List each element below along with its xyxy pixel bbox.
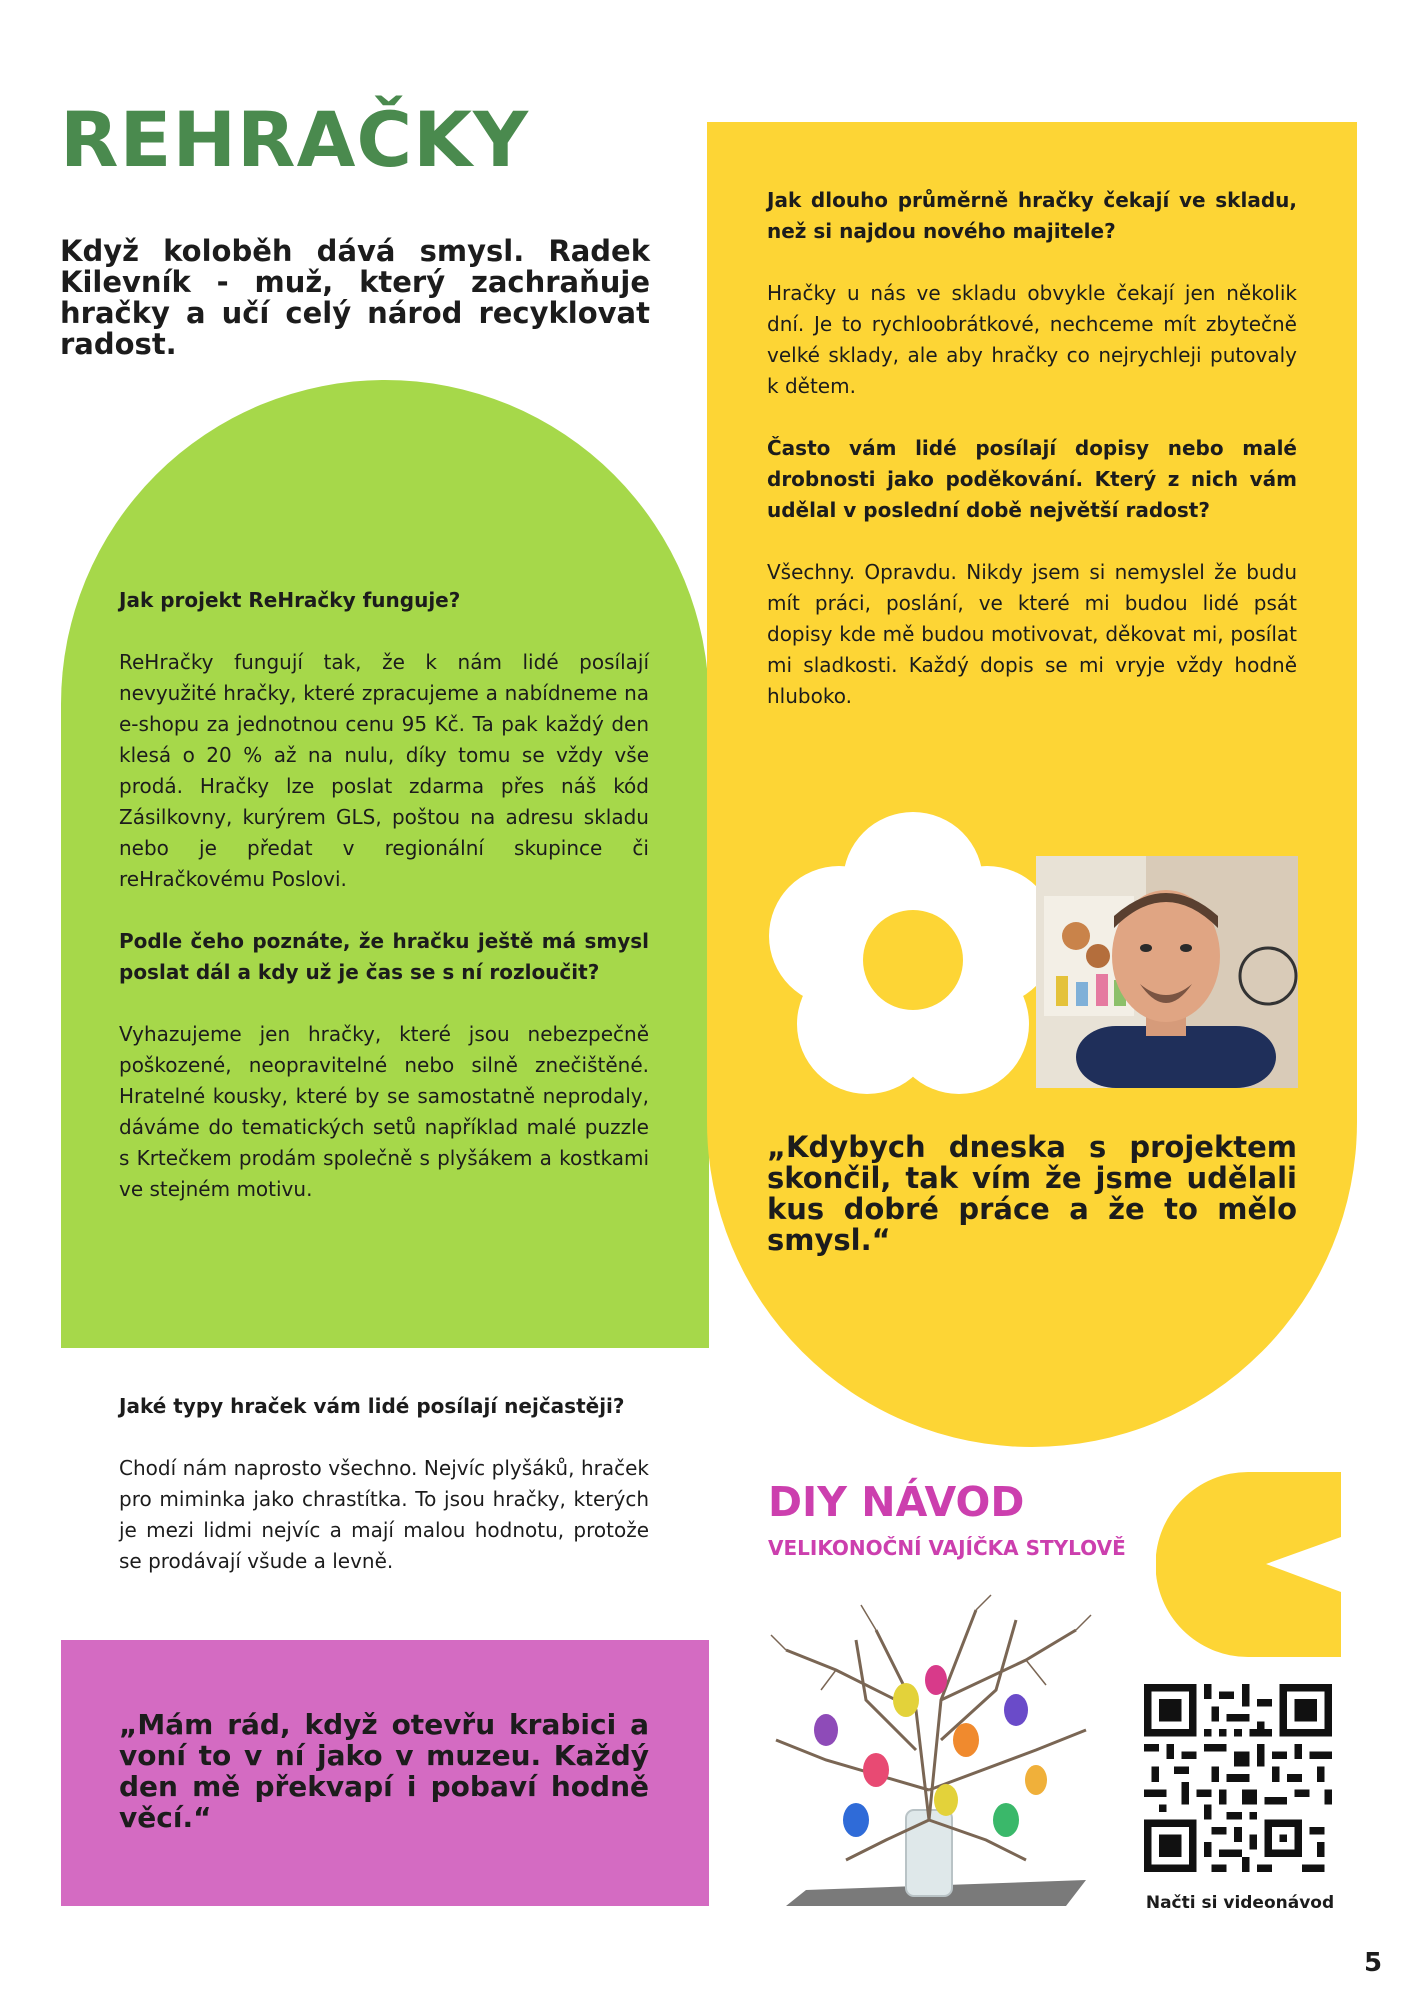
quote-yellow: „Kdybych dneska s projektem skončil, tak vím že jsme udělali kus dobré práce a že to mělo smysl.“ (767, 1130, 1297, 1257)
answer-how-it-works: ReHračky fungují tak, že k nám lidé posílají nevyužité hračky, které zpracujeme a nabídneme na e-shopu za jednotnou cenu 95 Kč. Ta pak každý den klesá o 20 % až na nulu, díky tomu se vždy vše prodá. Hračky lze poslat zdarma přes náš kód Zásilkovny, kurýrem GLS, poštou na adresu skladu nebo je předat v regionální skupince či reHračkovému Poslovi. (119, 650, 649, 891)
question-letters: Často vám lidé posílají dopisy nebo malé drobnosti jako poděkování. Který z nich vám udělal v poslední době největší radost? (767, 436, 1297, 522)
answer-warehouse-time: Hračky u nás ve skladu obvykle čekají jen několik dní. Je to rychloobrátkové, nechceme mít zbytečně velké sklady, ale aby hračky co nejrychleji putovaly k dětem. (767, 281, 1297, 398)
diy-title: DIY NÁVOD (768, 1478, 1025, 1526)
answer-letters: Všechny. Opravdu. Nikdy jsem si nemyslel že budu mít práci, poslání, ve které mi budou lidé psát dopisy kde mě budou motivovat, děkovat mi, posílat mi sladkosti. Každý dopis se mi vryje vždy hodně hluboko. (767, 560, 1297, 708)
c-shape-icon (1156, 1472, 1341, 1657)
flower-icon (765, 812, 1061, 1108)
diy-subtitle: VELIKONOČNÍ VAJÍČKA STYLOVĚ (768, 1536, 1126, 1560)
portrait-photo (1036, 856, 1298, 1088)
lead-text: Když koloběh dává smysl. Radek Kilevník - muž, který zachraňuje hračky a učí celý národ recyklovat radost. (60, 234, 650, 361)
question-when-to-let-go: Podle čeho poznáte, že hračku ještě má smysl poslat dál a kdy už je čas se s ní rozloučit? (119, 929, 649, 984)
question-warehouse-time: Jak dlouho průměrně hračky čekají ve skladu, než si najdou nového majitele? (767, 188, 1297, 243)
answer-toy-types: Chodí nám naprosto všechno. Nejvíc plyšáků, hraček pro miminka jako chrastítka. To jsou hračky, kterých je mezi lidmi nejvíc a mají malou hodnotu, protože se prodávají všude a levně. (119, 1456, 649, 1573)
qr-caption: Načti si videonávod (1145, 1893, 1335, 1913)
qr-code-icon[interactable] (1144, 1684, 1332, 1872)
quote-pink: „Mám rád, když otevřu krabici a voní to v ní jako v muzeu. Každý den mě překvapí i pobaví hodně věcí.“ (119, 1708, 649, 1834)
left-interview-column (119, 585, 649, 1236)
right-interview-column (767, 185, 1297, 743)
page-title: REHRAČKY (60, 95, 530, 184)
question-how-it-works: Jak projekt ReHračky funguje? (119, 588, 461, 612)
question-toy-types: Jaké typy hraček vám lidé posílají nejčastěji? (119, 1394, 625, 1418)
answer-when-to-let-go: Vyhazujeme jen hračky, které jsou nebezpečně poškozené, neopravitelné nebo silně znečištěné. Hratelné kousky, které by se samostatně neprodaly, dáváme do tematických setů například malé puzzle s Krtečkem prodám společně s plyšákem a kostkami ve stejném motivu. (119, 1022, 649, 1201)
easter-egg-tree-image (766, 1590, 1096, 1906)
page-number: 5 (1364, 1948, 1383, 1978)
bottom-interview-column (119, 1391, 649, 1608)
